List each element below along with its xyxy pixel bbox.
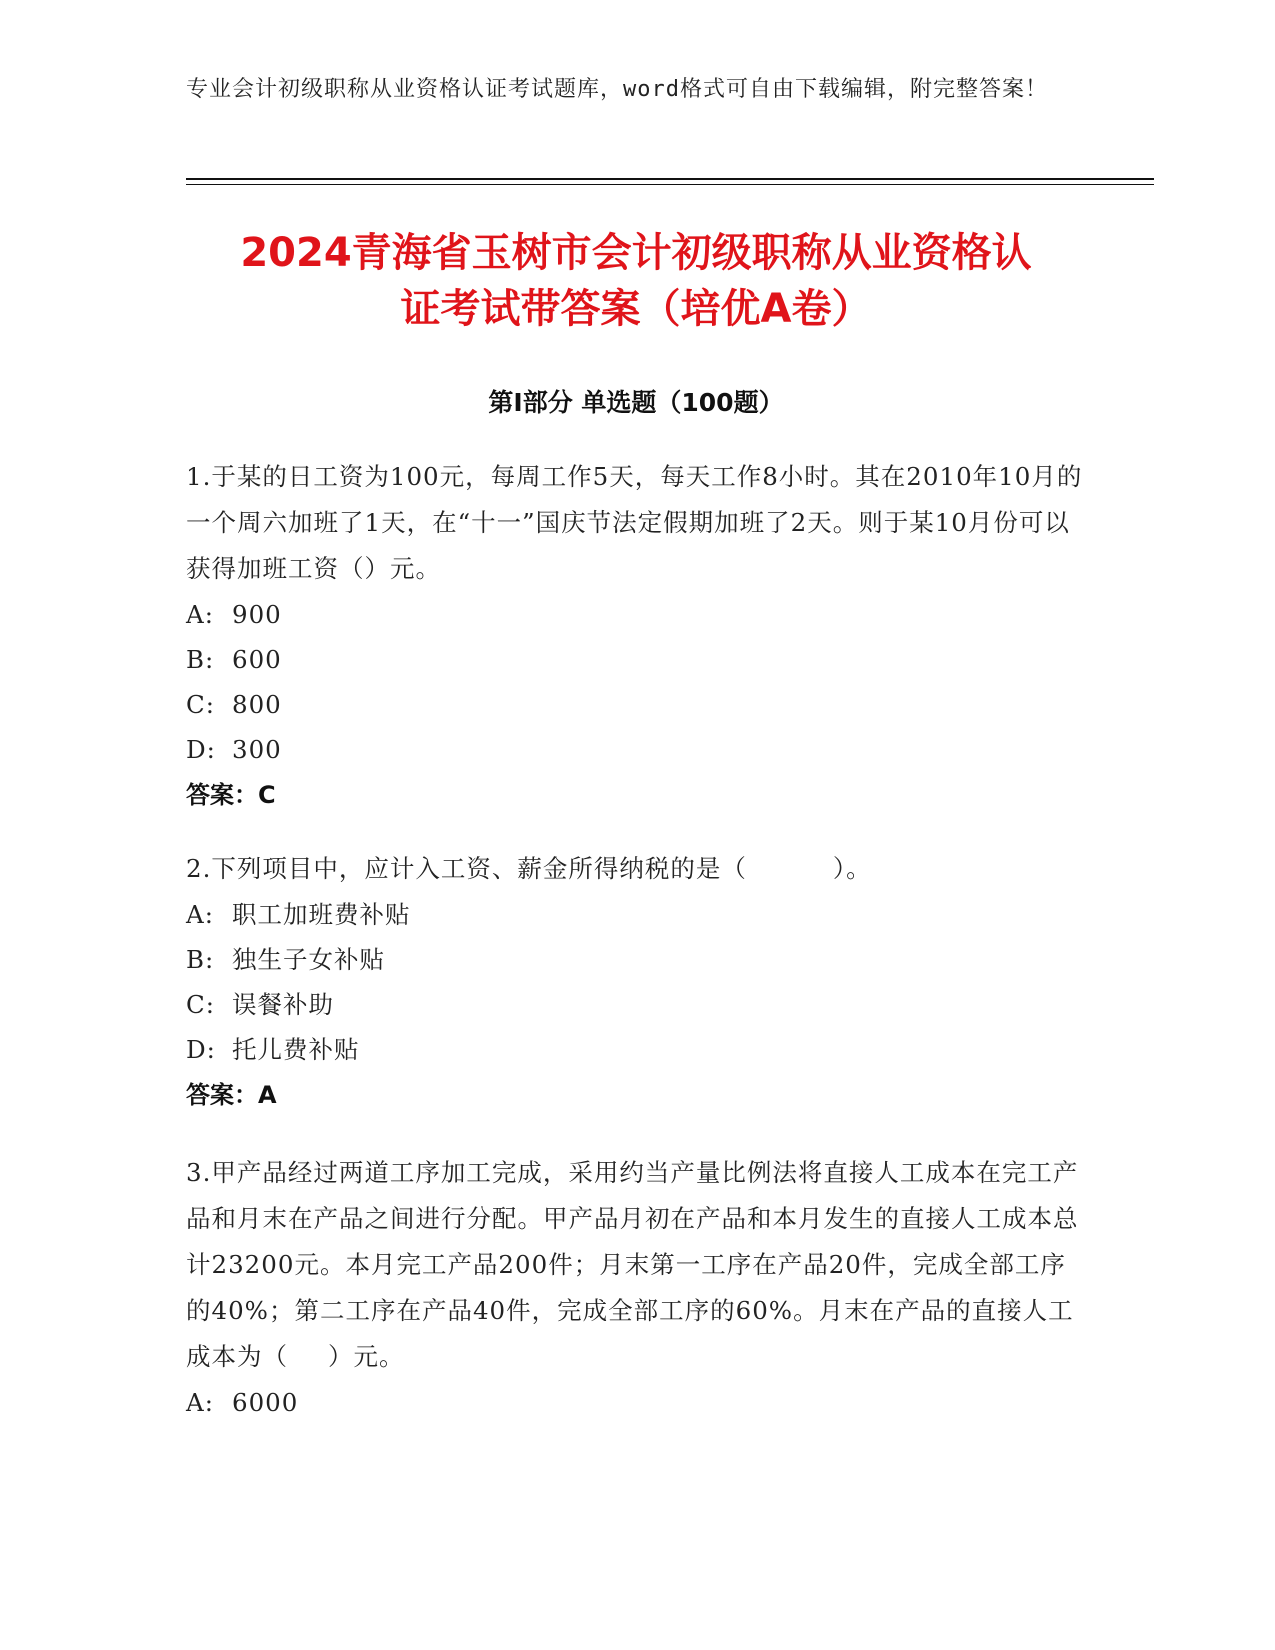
option-letter: D: — [186, 1035, 216, 1064]
option-letter: B: — [186, 645, 215, 674]
question-stem-before: 3.甲产品经过两道工序加工完成，采用约当产量比例法将直接人工成本在完工产品和月末在产品之间进行分配。甲产品月初在产品和本月发生的直接人工成本总计23200元。本月完工产品200件；月末第一工序在产品20件，完成全部工序的40%；第二工序在产品40件，完成全部工序的60%。月末在产品的直接人工成本为（ — [186, 1158, 1079, 1371]
option-c — [186, 682, 1086, 727]
question-stem — [186, 846, 1086, 892]
question-stem-after: ）。 — [832, 854, 872, 883]
question-stem: 1.于某的日工资为100元，每周工作5天，每天工作8小时。其在2010年10月的一个周六加班了1天，在“十一”国庆节法定假期加班了2天。则于某10月份可以获得加班工资（）元。 — [186, 462, 1083, 583]
document-title-line-2: 证考试带答案（培优A卷） — [400, 286, 872, 332]
section-title: 第I部分 单选题（100题） — [488, 388, 784, 417]
option-a — [186, 592, 1086, 637]
answer: 答案：A — [186, 1081, 277, 1109]
option-letter: C: — [186, 690, 216, 719]
option-d — [186, 727, 1086, 772]
option-text: 职工加班费补贴 — [232, 900, 411, 929]
option-text: 800 — [232, 690, 282, 719]
answer: 答案：C — [186, 781, 276, 809]
header-divider-thin — [186, 184, 1154, 185]
option-text: 误餐补助 — [232, 990, 334, 1019]
question-1 — [186, 454, 1086, 818]
option-text: 6000 — [232, 1388, 299, 1417]
option-letter: A: — [186, 600, 214, 629]
option-text: 托儿费补贴 — [232, 1035, 360, 1064]
question-3 — [186, 1150, 1086, 1425]
document-title-line-1: 2024青海省玉树市会计初级职称从业资格认 — [240, 230, 1032, 276]
option-a — [186, 892, 1086, 937]
option-c — [186, 982, 1086, 1027]
option-text: 独生子女补贴 — [232, 945, 385, 974]
question-stem-after: ）元。 — [328, 1342, 405, 1371]
option-text: 300 — [232, 735, 282, 764]
option-text: 900 — [232, 600, 282, 629]
option-letter: B: — [186, 945, 215, 974]
option-text: 600 — [232, 645, 282, 674]
option-d — [186, 1027, 1086, 1072]
option-b — [186, 937, 1086, 982]
option-letter: D: — [186, 735, 216, 764]
document-title — [186, 225, 1086, 337]
option-letter: A: — [186, 900, 214, 929]
question-2 — [186, 846, 1086, 1118]
option-a — [186, 1380, 1086, 1425]
question-stem-before: 2.下列项目中，应计入工资、薪金所得纳税的是（ — [186, 854, 747, 883]
header-divider — [186, 178, 1154, 180]
option-b — [186, 637, 1086, 682]
option-letter: C: — [186, 990, 216, 1019]
option-letter: A: — [186, 1388, 214, 1417]
question-stem — [186, 1150, 1086, 1380]
header-note: 专业会计初级职称从业资格认证考试题库，word格式可自由下载编辑，附完整答案！ — [186, 77, 1048, 102]
